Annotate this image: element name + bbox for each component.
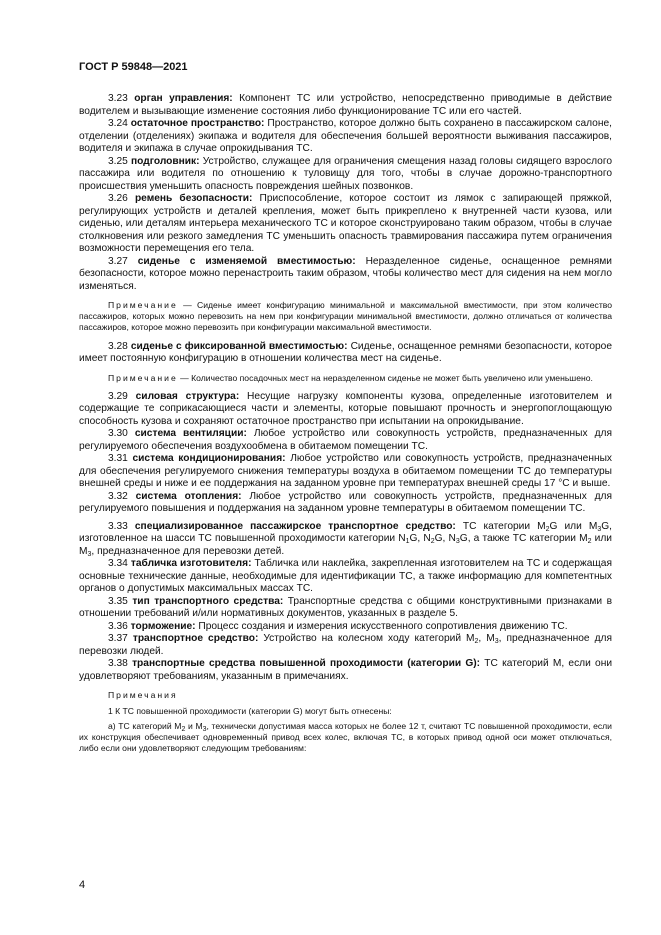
- note-item-1: 1 К ТС повышенной проходимости (категории G) могут быть отнесены:: [108, 705, 392, 716]
- term-3-28: 3.28 сиденье с фиксированной вместимостью: Сиденье, оснащенное ремнями безопасности, которое имеет постоянную конфигурацию в отношении количества мест на сиденье.: [79, 340, 612, 365]
- term-3-36: 3.36 торможение: Процесс создания и измерения искусственного сопротивления движению ТС.: [108, 620, 568, 632]
- term-3-30: 3.30 система вентиляции: Любое устройство или совокупность устройств, предназначенных для регулируемого обеспечения воздухообмена в обитаемом помещении ТС.: [79, 428, 612, 452]
- term-3-24: 3.24 остаточное пространство: Пространство, которое должно быть сохранено в пассажирском салоне, отделении (отделениях) экипажа и водителя для обеспечения большей вероятности выживания пассажиров, водителя и экипажа в случае опрокидывания ТС.: [79, 118, 612, 154]
- term-3-31: 3.31 система кондиционирования: Любое устройство или совокупность устройств, предназначенных для обеспечения регулируемого снижения температуры воздуха в обитаемом помещении ТС до температуры внешней среды и ниже и ее поддержания на заданном уровне при температурах внешней среды 17 °С и выше.: [79, 453, 612, 490]
- term-3-32: 3.32 система отопления: Любое устройство или совокупность устройств, предназначенных для регулируемого повышения и поддержания на заданном уровне температуры в обитаемом помещении ТС.: [79, 490, 612, 515]
- term-3-29: 3.29 силовая структура: Несущие нагрузку компоненты кузова, определенные изготовителем и содержащие те соприкасающиеся части и элементы, которые повышают прочность и энергопоглощающую способность кузова и сохраняют остаточное пространство при испытании на опрокидывание.: [79, 390, 612, 427]
- document-header: ГОСТ Р 59848—2021: [79, 61, 188, 73]
- note-item-a: а) ТС категорий $M_2$ и $M_3$, технически допустимая масса которых не более 12 т, считают ТС повышенной проходимости, если их конструкция обеспечивает одновременный привод всех колес, включая ТС, в которых привод одной оси может отключаться, либо если они удовлетворяют следующим требованиям:: [79, 720, 612, 754]
- note-3-27: Примечание — Сиденье имеет конфигурацию минимальной и максимальной вместимости, при этом количество пассажиров, которых можно перевозить на нем при конфигурации минимальной вместимости, должно отличаться от количества пассажиров, которое можно перевозить при конфигурации максимальной вместимости.: [79, 300, 613, 333]
- term-3-26: 3.26 ремень безопасности: Приспособление, которое состоит из лямок с запирающей пряжкой, регулирующих устройств и деталей крепления, может быть прикреплено к внутренней части кузова, или сиденью, или деталям интерьера механического ТС и которое сконструировано таким образом, чтобы в случае столкновения или резкого замедления ТС уменьшить опасность травмирования пассажира путем ограничения возможности перемещения его тела.: [79, 193, 612, 254]
- page-number: 4: [79, 879, 86, 891]
- term-3-35: 3.35 тип транспортного средства: Транспортные средства с общими конструктивными признаками в отношении требований и/или нормативных документов, указанных в разделе 5.: [79, 595, 612, 620]
- term-3-27: 3.27 сиденье с изменяемой вместимостью: Неразделенное сиденье, оснащенное ремнями безопасности, которое можно перенастроить таким образом, чтобы количество мест для сидения на нем могло изменяться.: [79, 255, 612, 292]
- term-3-38: 3.38 транспортные средства повышенной проходимости (категории G): ТС категорий M, если они удовлетворяют требованиям, указанным в примечаниях.: [79, 658, 613, 682]
- term-3-33: 3.33 специализированное пассажирское транспортное средство: ТС категории $M_2G$ или $M_3G$, изготовленное на шасси ТС повышенной проходимости категории $N_1G$, $N_2G$, $N_3G$, а также ТС категории $M_2$ или $M_3$, предназначенное для перевозки детей.: [79, 520, 612, 558]
- term-3-37: 3.37 транспортное средство: Устройство на колесном ходу категорий $M_2$, $M_3$, предназначенное для перевозки людей.: [79, 633, 612, 657]
- document-body: [79, 93, 612, 754]
- term-3-25: 3.25 подголовник: Устройство, служащее для ограничения смещения назад головы сидящего взрослого пассажира или водителя по отношению к туловищу для того, чтобы в случае дорожно-транспортного происшествия уменьшить опасность повреждения шейных позвонков.: [79, 155, 612, 192]
- term-3-23: 3.23 орган управления: Компонент ТС или устройство, непосредственно приводимые в действие водителем и вызывающие изменение состояния либо функционирование ТС или его частей.: [79, 93, 612, 117]
- notes-heading: Примечания: [108, 690, 178, 701]
- term-3-34: 3.34 табличка изготовителя: Табличка или наклейка, закрепленная изготовителем на ТС и содержащая основные технические данные, необходимые для идентификации ТС, а также информацию для компетентных органов о допустимых максимальных массах ТС.: [79, 558, 612, 595]
- note-3-28: Примечание — Количество посадочных мест на неразделенном сиденье не может быть увеличено или уменьшено.: [108, 372, 593, 383]
